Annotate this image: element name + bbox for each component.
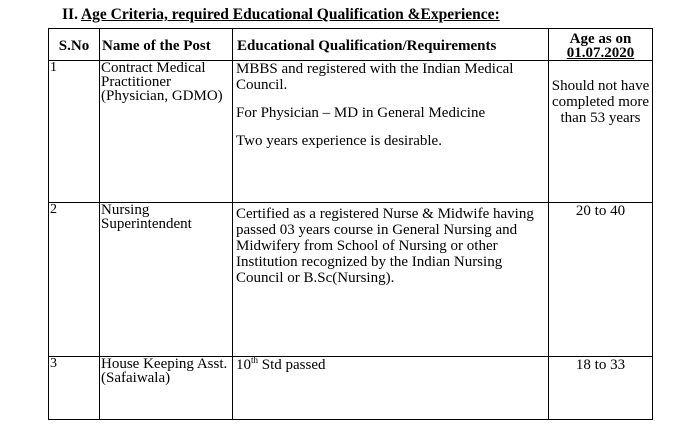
- qualification-ordinal: th: [251, 355, 259, 365]
- section-heading: [62, 6, 500, 24]
- qualification-line: Two years experience is desirable.: [236, 133, 442, 149]
- row-post: Nursing Superintendent: [100, 203, 233, 357]
- table-row: [49, 357, 653, 420]
- row-age: Should not have completed more than 53 years: [549, 61, 653, 203]
- qualification-number: 10: [236, 357, 251, 373]
- row-sno: 3: [49, 357, 100, 420]
- table-row: [49, 203, 653, 357]
- row-sno: 2: [49, 203, 100, 357]
- row-sno: 1: [49, 61, 100, 203]
- header-qualification: Educational Qualification/Requirements: [233, 29, 549, 61]
- header-age-line1: Age as on: [569, 30, 632, 47]
- section-number: II.: [62, 6, 78, 23]
- qualification-text: Std passed: [258, 357, 326, 373]
- qualification-line: MBBS and registered with the Indian Medical Council.: [236, 61, 514, 93]
- table-header-row: [49, 29, 653, 61]
- row-qualification: Certified as a registered Nurse & Midwife having passed 03 years course in General Nursing and Midwifery from School of Nursing or other Institution recognized by the Indian Nursing Council or B.Sc(Nursing).: [233, 203, 549, 357]
- row-age: 18 to 33: [549, 357, 653, 420]
- section-title: Age Criteria, required Educational Qualification &Experience:: [80, 6, 500, 23]
- row-qualification: [233, 61, 549, 203]
- row-qualification: [233, 357, 549, 420]
- row-post: House Keeping Asst. (Safaiwala): [100, 357, 233, 420]
- age-criteria-table: [48, 28, 653, 420]
- row-post: Contract Medical Practitioner (Physician, GDMO): [100, 61, 233, 203]
- header-post: Name of the Post: [100, 29, 233, 61]
- row-age: 20 to 40: [549, 203, 653, 357]
- header-sno: S.No: [49, 29, 100, 61]
- table-row: [49, 61, 653, 203]
- header-age: [549, 29, 653, 61]
- qualification-line: For Physician – MD in General Medicine: [236, 105, 486, 121]
- header-age-line2: 01.07.2020: [566, 44, 635, 61]
